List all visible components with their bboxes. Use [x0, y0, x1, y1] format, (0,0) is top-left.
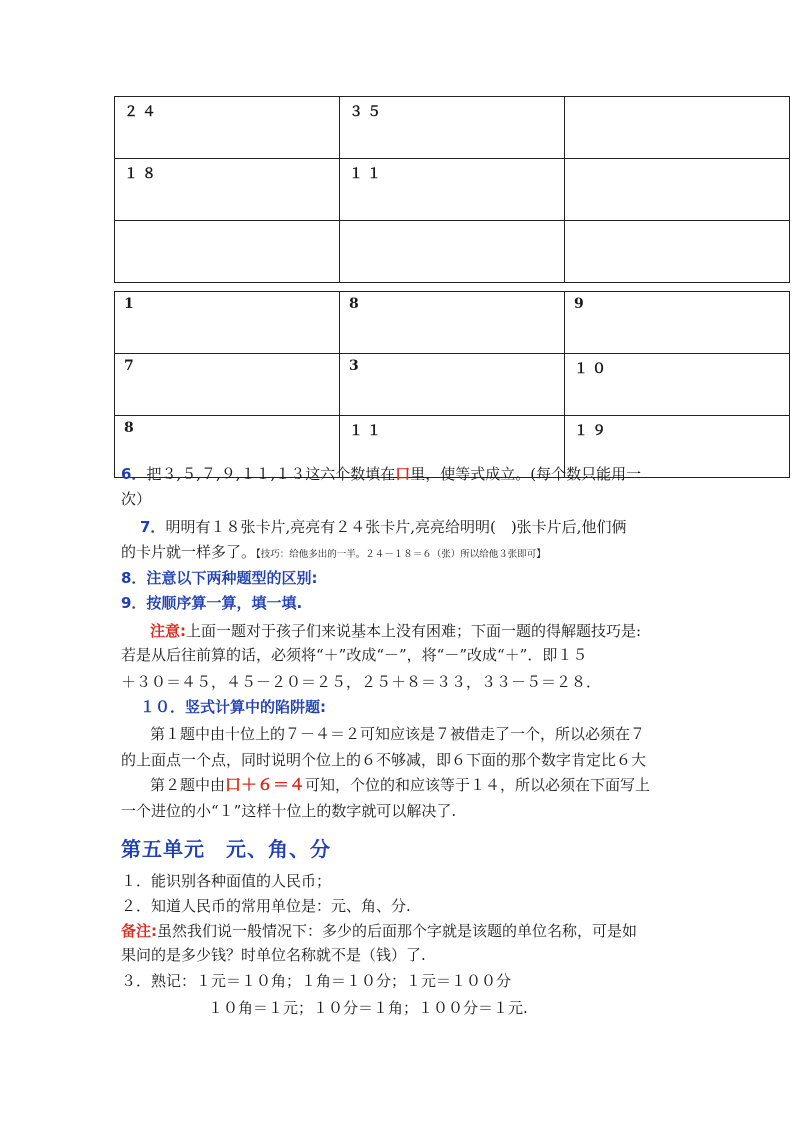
table-cell: １１	[340, 159, 565, 221]
problem-6-line-2: 次）	[121, 490, 152, 508]
q2-text: 第２题中由	[150, 776, 226, 794]
note-line-3: ＋３０＝４５，４５－２０＝２５，２５＋８＝３３，３３－５＝２８．	[121, 673, 602, 691]
problem-10-heading: １０．竖式计算中的陷阱题:	[140, 698, 326, 716]
problem-9-heading: 9．按顺序算一算，填一填.	[121, 594, 303, 612]
number-table-2	[114, 291, 790, 478]
note-text: 上面一题对于孩子们来说基本上没有困难；下面一题的得解题技巧是:	[186, 622, 642, 640]
number-table-1	[114, 96, 790, 283]
problem-7-number: 7．	[140, 518, 166, 536]
unit-item-2: ２．知道人民币的常用单位是：元、角、分.	[121, 897, 411, 915]
table-cell	[340, 221, 565, 283]
problem-6-text-cont: 里，使等式成立。(每个数只能用一	[410, 465, 642, 483]
problem-7-text: 明明有１８张卡片,亮亮有２４张卡片,亮亮给明明( )张卡片后,他们俩	[165, 518, 627, 536]
note-label: 注意:	[150, 622, 186, 640]
problem-7-tip: 【技巧：给他多出的一半。２４－１８＝６（张）所以给他３张即可】	[256, 549, 546, 560]
unit-item-3-line-1: ３．熟记：１元＝１０角；１角＝１０分；１元＝１００分	[121, 972, 512, 990]
q2-line-1	[150, 775, 650, 795]
problem-7-line-1	[140, 517, 626, 537]
unit-title: 第五单元 元、角、分	[121, 837, 331, 861]
table-cell: 8	[340, 292, 565, 354]
problem-6-line-1	[121, 464, 641, 484]
q1-line-2: 的上面点一个点，同时说明个位上的６不够减，即６下面的那个数字肯定比６大	[121, 751, 647, 769]
table-row	[115, 292, 790, 354]
table-cell: １９	[565, 416, 790, 478]
table-cell: 9	[565, 292, 790, 354]
table-cell: 7	[115, 354, 340, 416]
note-line-1	[150, 621, 641, 641]
note-line-2: 若是从后往前算的话，必须将“＋”改成“－”，将“－”改成“＋”．即１５	[121, 646, 588, 664]
remark-label: 备注:	[121, 922, 157, 940]
table-cell	[565, 221, 790, 283]
q2-text-cont: 可知，个位的和应该等于１４，所以必须在下面写上	[305, 776, 651, 794]
table-row	[115, 97, 790, 159]
table-cell: １８	[115, 159, 340, 221]
remark-line-2: 果问的是多少钱？时单位名称就不是（钱）了.	[121, 946, 426, 964]
table-cell	[115, 221, 340, 283]
table-cell: ２４	[115, 97, 340, 159]
box-symbol: 口	[395, 465, 411, 483]
problem-7-line-2	[121, 542, 546, 565]
q1-line-1: 第１题中由十位上的７－４＝２可知应该是７被借走了一个，所以必须在７	[150, 725, 646, 743]
problem-7-text-cont: 的卡片就一样多了。	[121, 543, 257, 561]
table-cell: 3	[340, 354, 565, 416]
problem-8-heading: 8．注意以下两种题型的区别:	[121, 569, 318, 587]
problem-6-text: 把３,５,７,９,１１,１３这六个数填在	[146, 465, 396, 483]
table-cell: １１	[340, 416, 565, 478]
table-cell: 8	[115, 416, 340, 478]
table-cell	[565, 159, 790, 221]
table-cell: 1	[115, 292, 340, 354]
unit-item-1: １．能识别各种面值的人民币；	[121, 872, 332, 890]
table-cell: １０	[565, 354, 790, 416]
table-row	[115, 159, 790, 221]
q2-equation: 口＋６＝４	[225, 775, 306, 794]
problem-6-number: 6．	[121, 465, 147, 483]
table-cell: ３５	[340, 97, 565, 159]
unit-item-3-line-2: １０角＝１元；１０分＝１角；１００分＝１元.	[208, 999, 528, 1017]
remark-text: 虽然我们说一般情况下：多少的后面那个字就是该题的单位名称，可是如	[157, 922, 638, 940]
remark-line-1	[121, 921, 637, 941]
table-row	[115, 354, 790, 416]
q2-line-2: 一个进位的小“１”这样十位上的数字就可以解决了.	[121, 802, 457, 820]
table-row	[115, 221, 790, 283]
table-cell	[565, 97, 790, 159]
